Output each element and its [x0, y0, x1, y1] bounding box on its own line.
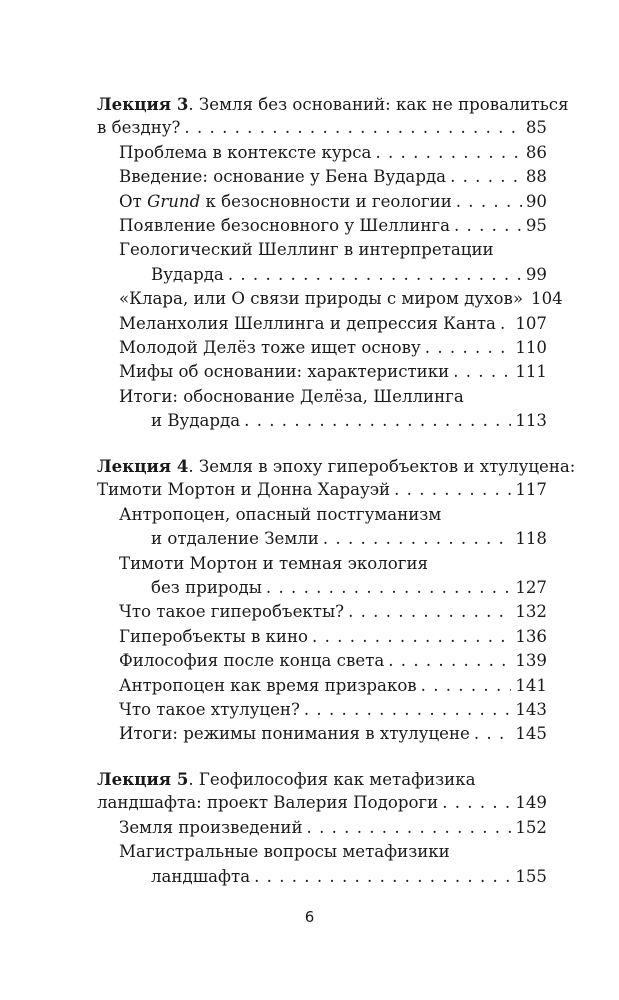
- entry-title: Мифы об основании: характеристики: [119, 360, 453, 384]
- page-ref: 113: [511, 409, 547, 433]
- toc-entry: [97, 190, 547, 214]
- leader-dots: [254, 865, 511, 889]
- leader-dots: [454, 214, 522, 238]
- page-ref: 86: [522, 141, 547, 165]
- toc-entry-line2: [97, 409, 547, 433]
- page-ref: 141: [511, 674, 547, 698]
- leader-dots: [184, 116, 521, 140]
- lecture-4-heading-cont: [97, 478, 547, 502]
- page-ref: 110: [511, 336, 547, 360]
- leader-dots: [228, 263, 522, 287]
- leader-dots: [474, 722, 511, 746]
- toc-entry: [97, 165, 547, 189]
- lecture-label: Лекция 5: [97, 769, 189, 789]
- leader-dots: [421, 674, 512, 698]
- leader-dots: [500, 312, 511, 336]
- leader-dots: [375, 141, 521, 165]
- toc-entry-line1: Магистральные вопросы метафизики: [119, 842, 450, 862]
- page-ref: 90: [522, 190, 547, 214]
- page-ref: 99: [522, 263, 547, 287]
- lecture-title-line1: . Земля без оснований: как не провалиться: [188, 95, 569, 114]
- leader-dots: [456, 190, 522, 214]
- toc-entry-line1: Антропоцен, опасный постгуманизм: [119, 504, 442, 524]
- leader-dots: [394, 478, 511, 502]
- entry-title: Молодой Делёз тоже ищет основу: [119, 336, 425, 360]
- entry-title: Земля произведений: [119, 816, 307, 840]
- lecture-label: Лекция 3: [97, 94, 189, 114]
- toc-entry: [97, 141, 547, 165]
- lecture-3-section: [97, 92, 569, 433]
- entry-title: ландшафта: [151, 865, 254, 889]
- toc-entry-line1: Тимоти Мортон и темная экология: [119, 553, 428, 573]
- lecture-title-line2: в бездну?: [97, 116, 184, 140]
- page-ref: 95: [522, 214, 547, 238]
- page-ref: 104: [527, 287, 563, 311]
- leader-dots: [323, 527, 511, 551]
- page-ref: 143: [511, 698, 547, 722]
- leader-dots: [388, 649, 511, 673]
- lecture-label: Лекция 4: [97, 456, 189, 476]
- lecture-5-heading: [97, 767, 547, 791]
- lecture-3-heading: [97, 92, 569, 116]
- page-ref: 155: [511, 865, 547, 889]
- entry-title: Появление безосновного у Шеллинга: [119, 214, 454, 238]
- page-ref: 85: [522, 116, 547, 140]
- page-ref: 145: [511, 722, 547, 746]
- entry-title: и Вударда: [151, 409, 244, 433]
- lecture-5-section: [97, 767, 547, 889]
- leader-dots: [442, 791, 511, 815]
- page-ref: 136: [511, 625, 547, 649]
- lecture-title-line1: . Земля в эпоху гиперобъектов и хтулуцена:: [188, 457, 576, 476]
- entry-title: без природы: [151, 576, 266, 600]
- toc-entry-line2: [97, 527, 547, 551]
- page-ref: 132: [511, 600, 547, 624]
- page-ref: 152: [511, 816, 547, 840]
- toc-entry: [97, 312, 547, 336]
- entry-title: Проблема в контексте курса: [119, 141, 375, 165]
- toc-entry: [97, 674, 547, 698]
- leader-dots: [425, 336, 512, 360]
- entry-title: Вударда: [151, 263, 228, 287]
- leader-dots: [348, 600, 511, 624]
- leader-dots: [312, 625, 511, 649]
- entry-title: Что такое хтулуцен?: [119, 698, 304, 722]
- page-ref: 107: [511, 312, 547, 336]
- toc-entry-line1: Геологический Шеллинг в интерпретации: [119, 240, 494, 260]
- page-ref: 111: [511, 360, 547, 384]
- entry-title: Введение: основание у Бена Вударда: [119, 165, 450, 189]
- page-ref: 149: [511, 791, 547, 815]
- lecture-title-line1: . Геофилософия как метафизика: [188, 770, 476, 789]
- toc-entry-line1: Итоги: обоснование Делёза, Шеллинга: [119, 386, 464, 406]
- page-ref: 117: [511, 478, 547, 502]
- lecture-title-line2: ландшафта: проект Валерия Подороги: [97, 791, 442, 815]
- toc-entry-line2: [97, 263, 547, 287]
- leader-dots: [266, 576, 511, 600]
- toc-entry-line2: [97, 865, 547, 889]
- entry-title: Итоги: режимы понимания в хтулуцене: [119, 722, 474, 746]
- page-ref: 118: [511, 527, 547, 551]
- entry-title: «Клара, или О связи природы с миром духов»: [119, 287, 527, 311]
- toc-entry-line2: [97, 576, 547, 600]
- entry-title-post: к безосновности и геологии: [200, 191, 452, 211]
- entry-title: Что такое гиперобъекты?: [119, 600, 348, 624]
- entry-title: и отдаление Земли: [151, 527, 323, 551]
- toc-entry: [97, 214, 547, 238]
- entry-title-pre: От: [119, 191, 148, 211]
- lecture-4-section: [97, 454, 576, 747]
- entry-title-italic: Grund: [147, 191, 201, 211]
- toc-entry: [97, 336, 547, 360]
- lecture-4-heading: [97, 454, 576, 478]
- toc-entry: [97, 625, 547, 649]
- toc-entry: [97, 649, 547, 673]
- toc-entry: [97, 698, 547, 722]
- entry-title: Философия после конца света: [119, 649, 388, 673]
- leader-dots: [304, 698, 511, 722]
- page-ref: 88: [522, 165, 547, 189]
- leader-dots: [453, 360, 511, 384]
- toc-entry: [97, 722, 547, 746]
- leader-dots: [450, 165, 522, 189]
- toc-entry: [97, 600, 547, 624]
- lecture-5-heading-cont: [97, 791, 547, 815]
- page-number: 6: [304, 908, 315, 926]
- page-ref: 139: [511, 649, 547, 673]
- entry-title: [119, 190, 456, 214]
- lecture-3-heading-cont: [97, 116, 547, 140]
- leader-dots: [244, 409, 511, 433]
- toc-entry: [97, 287, 563, 311]
- toc-entry: [97, 360, 547, 384]
- toc-entry: [97, 816, 547, 840]
- lecture-title-line2: Тимоти Мортон и Донна Харауэй: [97, 478, 394, 502]
- page-ref: 127: [511, 576, 547, 600]
- entry-title: Антропоцен как время призраков: [119, 674, 421, 698]
- entry-title: Меланхолия Шеллинга и депрессия Канта: [119, 312, 500, 336]
- leader-dots: [307, 816, 512, 840]
- entry-title: Гиперобъекты в кино: [119, 625, 312, 649]
